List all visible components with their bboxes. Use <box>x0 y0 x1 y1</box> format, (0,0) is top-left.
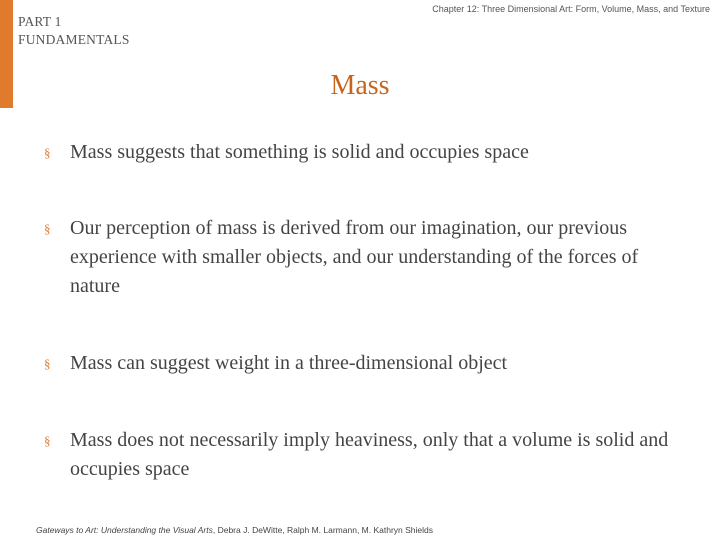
bullet-text: Our perception of mass is derived from our imagination, our previous experience with smaller objects, and our understanding of the forces of nature <box>70 217 639 297</box>
part-label <box>18 13 130 49</box>
bullet-marker-icon: § <box>44 356 51 371</box>
bullet-item <box>44 214 684 301</box>
bullet-marker-icon: § <box>44 433 51 448</box>
footer-citation <box>36 525 433 535</box>
part-number: PART 1 <box>18 14 62 29</box>
bullet-marker-icon: § <box>44 145 51 160</box>
bullet-item <box>44 426 684 484</box>
bullet-text: Mass can suggest weight in a three-dimensional object <box>70 352 508 374</box>
bullet-item <box>44 349 684 378</box>
footer-book-title: Gateways to Art: Understanding the Visual Arts <box>36 525 213 535</box>
bullet-text: Mass suggests that something is solid and occupies space <box>70 141 529 163</box>
part-name: FUNDAMENTALS <box>18 32 130 47</box>
bullet-marker-icon: § <box>44 221 51 236</box>
bullet-item <box>44 138 684 167</box>
bullet-text: Mass does not necessarily imply heaviness, only that a volume is solid and occupies space <box>70 429 669 480</box>
footer-authors: , Debra J. DeWitte, Ralph M. Larmann, M. Kathryn Shields <box>212 525 434 535</box>
slide-title: Mass <box>330 70 390 101</box>
chapter-header: Chapter 12: Three Dimensional Art: Form, Volume, Mass, and Texture <box>432 4 710 14</box>
